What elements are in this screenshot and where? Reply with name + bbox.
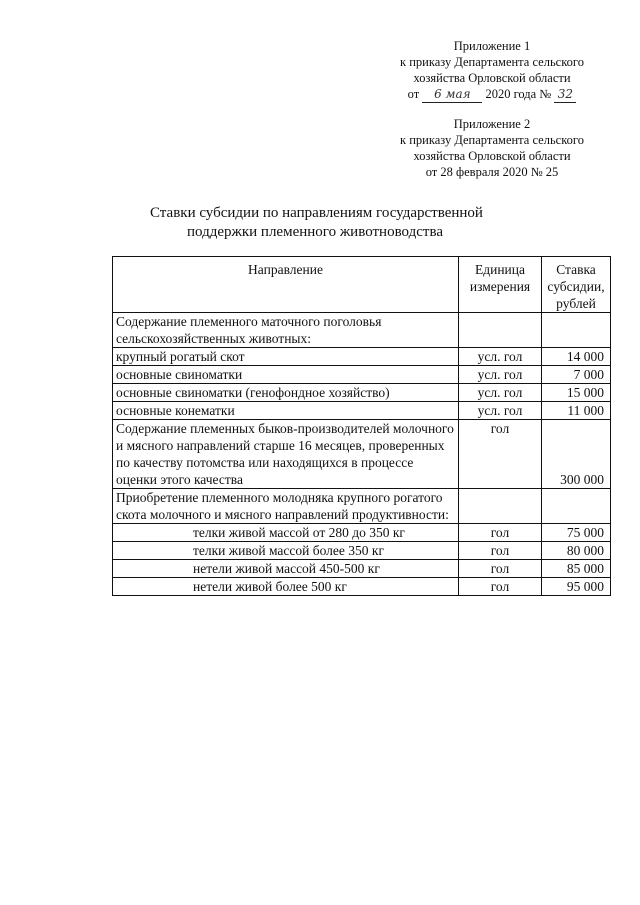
table-row bbox=[113, 489, 611, 524]
row-direction: Содержание племенного маточного поголовья сельскохозяйственных животных: bbox=[113, 313, 459, 348]
row-rate: 80 000 bbox=[542, 542, 611, 560]
row-direction: основные конематки bbox=[113, 402, 459, 420]
appendix-2-line1: к приказу Департамента сельского bbox=[400, 133, 584, 147]
subsidy-rates-table bbox=[112, 256, 611, 596]
row-unit: гол bbox=[459, 578, 542, 596]
row-rate: 7 000 bbox=[542, 366, 611, 384]
appendix-2-line3: от 28 февраля 2020 № 25 bbox=[425, 165, 559, 179]
header-unit: Единица измерения bbox=[459, 257, 542, 313]
row-unit: усл. гол bbox=[459, 384, 542, 402]
row-rate: 300 000 bbox=[542, 420, 611, 489]
document-title-line2: поддержки племенного животноводства bbox=[186, 224, 444, 240]
row-unit: гол bbox=[459, 420, 542, 489]
appendix-1-title: Приложение 1 bbox=[453, 39, 531, 53]
row-direction: нетели живой более 500 кг bbox=[113, 578, 459, 596]
row-unit: усл. гол bbox=[459, 366, 542, 384]
table-row bbox=[113, 348, 611, 366]
row-rate: 15 000 bbox=[542, 384, 611, 402]
handwritten-number: 32 bbox=[554, 86, 576, 103]
table-row bbox=[113, 402, 611, 420]
table-row bbox=[113, 560, 611, 578]
row-direction: нетели живой массой 450-500 кг bbox=[113, 560, 459, 578]
row-unit: гол bbox=[459, 524, 542, 542]
appendix-1-header bbox=[372, 38, 612, 103]
date-prefix: от bbox=[407, 87, 420, 101]
table-row bbox=[113, 542, 611, 560]
document-title bbox=[150, 204, 483, 242]
row-direction: основные свиноматки (генофондное хозяйство) bbox=[113, 384, 459, 402]
row-unit: гол bbox=[459, 542, 542, 560]
row-unit: усл. гол bbox=[459, 402, 542, 420]
table-row bbox=[113, 578, 611, 596]
row-direction: Содержание племенных быков-производителей молочного и мясного направлений старше 16 месяцев, проверенных по качеству потомства или находящихся в процессе оценки этого качества bbox=[113, 420, 459, 489]
table-row bbox=[113, 313, 611, 348]
row-unit: усл. гол bbox=[459, 348, 542, 366]
header-rate: Ставка субсидии, рублей bbox=[542, 257, 611, 313]
row-rate bbox=[542, 313, 611, 348]
table-row bbox=[113, 384, 611, 402]
appendix-2-line2: хозяйства Орловской области bbox=[413, 149, 571, 163]
row-rate: 14 000 bbox=[542, 348, 611, 366]
date-year: 2020 года № bbox=[485, 87, 552, 101]
row-unit bbox=[459, 489, 542, 524]
row-direction: основные свиноматки bbox=[113, 366, 459, 384]
row-direction: крупный рогатый скот bbox=[113, 348, 459, 366]
table-header-row bbox=[113, 257, 611, 313]
row-rate: 95 000 bbox=[542, 578, 611, 596]
appendix-1-line1: к приказу Департамента сельского bbox=[400, 55, 584, 69]
row-rate: 75 000 bbox=[542, 524, 611, 542]
row-rate: 85 000 bbox=[542, 560, 611, 578]
appendix-2-title: Приложение 2 bbox=[453, 117, 531, 131]
appendix-1-date-line bbox=[372, 86, 612, 103]
table-row bbox=[113, 524, 611, 542]
handwritten-date: 6 мая bbox=[422, 86, 482, 103]
row-direction: Приобретение племенного молодняка крупного рогатого скота молочного и мясного направлений продуктивности: bbox=[113, 489, 459, 524]
table-row bbox=[113, 420, 611, 489]
document-title-line1: Ставки субсидии по направлениям государственной bbox=[150, 205, 483, 221]
row-direction: телки живой массой более 350 кг bbox=[113, 542, 459, 560]
header-direction: Направление bbox=[113, 257, 459, 313]
appendix-2-header bbox=[372, 116, 612, 180]
table-row bbox=[113, 366, 611, 384]
row-unit: гол bbox=[459, 560, 542, 578]
row-rate: 11 000 bbox=[542, 402, 611, 420]
appendix-1-line2: хозяйства Орловской области bbox=[413, 71, 571, 85]
row-rate bbox=[542, 489, 611, 524]
row-unit bbox=[459, 313, 542, 348]
row-direction: телки живой массой от 280 до 350 кг bbox=[113, 524, 459, 542]
